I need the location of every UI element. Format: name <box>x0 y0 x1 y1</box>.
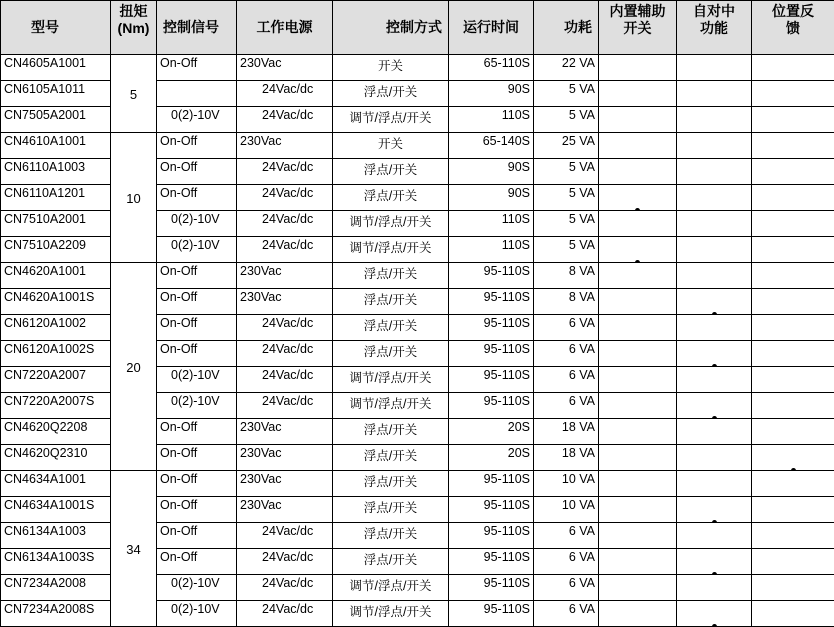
position-feedback-cell <box>752 497 834 523</box>
signal-cell: On-Off <box>157 315 237 341</box>
power-consumption-cell: 8 VA <box>534 263 599 289</box>
header-watt: 功耗 <box>534 1 599 55</box>
aux-switch-cell <box>599 107 677 133</box>
self-centering-cell <box>677 575 752 601</box>
self-centering-cell <box>677 159 752 185</box>
header-torque: 扭矩 (Nm) <box>111 1 157 55</box>
run-time-cell: 65-140S <box>449 133 534 159</box>
position-feedback-cell <box>752 159 834 185</box>
power-cell: 24Vac/dc <box>237 159 333 185</box>
power-consumption-cell: 25 VA <box>534 133 599 159</box>
self-centering-cell <box>677 81 752 107</box>
power-consumption-cell: 5 VA <box>534 185 599 211</box>
model-cell: CN7510A2001 <box>1 211 111 237</box>
control-mode-cell: 开关 <box>333 133 449 159</box>
header-model: 型号 <box>1 1 111 55</box>
self-centering-cell <box>677 237 752 263</box>
power-consumption-cell: 6 VA <box>534 341 599 367</box>
model-cell: CN6110A1201 <box>1 185 111 211</box>
model-cell: CN4620A1001S <box>1 289 111 315</box>
aux-switch-cell <box>599 367 677 393</box>
signal-cell <box>157 81 237 107</box>
self-centering-cell <box>677 549 752 575</box>
run-time-cell: 95-110S <box>449 315 534 341</box>
model-cell: CN7510A2209 <box>1 237 111 263</box>
signal-cell: On-Off <box>157 133 237 159</box>
self-centering-cell <box>677 341 752 367</box>
spec-table-body <box>1 55 834 627</box>
aux-switch-cell <box>599 393 677 419</box>
signal-cell: 0(2)-10V <box>157 601 237 627</box>
aux-switch-cell <box>599 55 677 81</box>
power-cell: 24Vac/dc <box>237 575 333 601</box>
aux-switch-cell <box>599 575 677 601</box>
power-consumption-cell: 8 VA <box>534 289 599 315</box>
control-mode-cell: 浮点/开关 <box>333 549 449 575</box>
control-mode-cell: 调节/浮点/开关 <box>333 237 449 263</box>
model-cell: CN6110A1003 <box>1 159 111 185</box>
self-centering-cell <box>677 55 752 81</box>
control-mode-cell: 调节/浮点/开关 <box>333 601 449 627</box>
signal-cell: On-Off <box>157 549 237 575</box>
position-feedback-cell <box>752 289 834 315</box>
power-cell: 24Vac/dc <box>237 601 333 627</box>
signal-cell: On-Off <box>157 471 237 497</box>
power-consumption-cell: 6 VA <box>534 367 599 393</box>
aux-switch-cell <box>599 159 677 185</box>
control-mode-cell: 浮点/开关 <box>333 419 449 445</box>
self-centering-cell <box>677 497 752 523</box>
power-cell: 24Vac/dc <box>237 211 333 237</box>
model-cell: CN7505A2001 <box>1 107 111 133</box>
control-mode-cell: 调节/浮点/开关 <box>333 393 449 419</box>
run-time-cell: 95-110S <box>449 367 534 393</box>
control-mode-cell: 浮点/开关 <box>333 523 449 549</box>
position-feedback-cell <box>752 185 834 211</box>
power-cell: 230Vac <box>237 133 333 159</box>
run-time-cell: 90S <box>449 81 534 107</box>
header-time: 运行时间 <box>449 1 534 55</box>
model-cell: CN4634A1001S <box>1 497 111 523</box>
power-cell: 24Vac/dc <box>237 549 333 575</box>
signal-cell: On-Off <box>157 497 237 523</box>
model-cell: CN6120A1002S <box>1 341 111 367</box>
position-feedback-cell <box>752 237 834 263</box>
power-consumption-cell: 5 VA <box>534 107 599 133</box>
run-time-cell: 90S <box>449 185 534 211</box>
control-mode-cell: 浮点/开关 <box>333 471 449 497</box>
position-feedback-cell <box>752 471 834 497</box>
model-cell: CN7220A2007S <box>1 393 111 419</box>
power-consumption-cell: 18 VA <box>534 419 599 445</box>
model-cell: CN4634A1001 <box>1 471 111 497</box>
header-row <box>1 1 834 55</box>
position-feedback-cell <box>752 445 834 471</box>
power-consumption-cell: 22 VA <box>534 55 599 81</box>
power-consumption-cell: 5 VA <box>534 81 599 107</box>
aux-switch-cell <box>599 523 677 549</box>
power-cell: 24Vac/dc <box>237 523 333 549</box>
model-cell: CN6134A1003 <box>1 523 111 549</box>
table-row <box>1 133 834 159</box>
header-self-centering: 自对中 功能 <box>677 1 752 55</box>
aux-switch-cell <box>599 185 677 211</box>
model-cell: CN6105A1011 <box>1 81 111 107</box>
position-feedback-cell <box>752 419 834 445</box>
aux-switch-cell <box>599 471 677 497</box>
control-mode-cell: 浮点/开关 <box>333 289 449 315</box>
self-centering-cell <box>677 601 752 627</box>
header-mode: 控制方式 <box>333 1 449 55</box>
model-cell: CN4605A1001 <box>1 55 111 81</box>
aux-switch-cell <box>599 419 677 445</box>
header-position-feedback: 位置反 馈 <box>752 1 834 55</box>
position-feedback-cell <box>752 55 834 81</box>
signal-cell: On-Off <box>157 185 237 211</box>
power-cell: 24Vac/dc <box>237 315 333 341</box>
torque-cell: 5 <box>111 55 157 133</box>
position-feedback-cell <box>752 549 834 575</box>
control-mode-cell: 浮点/开关 <box>333 341 449 367</box>
self-centering-cell <box>677 185 752 211</box>
self-centering-cell <box>677 263 752 289</box>
signal-cell: On-Off <box>157 289 237 315</box>
self-centering-cell <box>677 133 752 159</box>
power-consumption-cell: 10 VA <box>534 471 599 497</box>
self-centering-cell <box>677 315 752 341</box>
signal-cell: On-Off <box>157 159 237 185</box>
aux-switch-cell <box>599 237 677 263</box>
model-cell: CN4610A1001 <box>1 133 111 159</box>
torque-cell: 10 <box>111 133 157 263</box>
power-cell: 24Vac/dc <box>237 367 333 393</box>
model-cell: CN6134A1003S <box>1 549 111 575</box>
run-time-cell: 110S <box>449 211 534 237</box>
signal-cell: On-Off <box>157 419 237 445</box>
signal-cell: On-Off <box>157 445 237 471</box>
self-centering-cell <box>677 211 752 237</box>
run-time-cell: 95-110S <box>449 601 534 627</box>
power-consumption-cell: 5 VA <box>534 211 599 237</box>
self-centering-cell <box>677 289 752 315</box>
feature-dot-icon <box>712 624 717 627</box>
self-centering-cell <box>677 471 752 497</box>
run-time-cell: 95-110S <box>449 263 534 289</box>
self-centering-cell <box>677 107 752 133</box>
signal-cell: On-Off <box>157 55 237 81</box>
control-mode-cell: 浮点/开关 <box>333 81 449 107</box>
table-row <box>1 55 834 81</box>
control-mode-cell: 浮点/开关 <box>333 185 449 211</box>
control-mode-cell: 调节/浮点/开关 <box>333 575 449 601</box>
position-feedback-cell <box>752 315 834 341</box>
header-power: 工作电源 <box>237 1 333 55</box>
power-cell: 230Vac <box>237 263 333 289</box>
signal-cell: 0(2)-10V <box>157 367 237 393</box>
control-mode-cell: 浮点/开关 <box>333 263 449 289</box>
signal-cell: On-Off <box>157 263 237 289</box>
run-time-cell: 90S <box>449 159 534 185</box>
self-centering-cell <box>677 393 752 419</box>
aux-switch-cell <box>599 445 677 471</box>
model-cell: CN7220A2007 <box>1 367 111 393</box>
power-cell: 24Vac/dc <box>237 237 333 263</box>
header-signal: 控制信号 <box>157 1 237 55</box>
self-centering-cell <box>677 419 752 445</box>
position-feedback-cell <box>752 341 834 367</box>
aux-switch-cell <box>599 497 677 523</box>
position-feedback-cell <box>752 367 834 393</box>
position-feedback-cell <box>752 133 834 159</box>
power-consumption-cell: 6 VA <box>534 315 599 341</box>
table-row <box>1 263 834 289</box>
power-cell: 24Vac/dc <box>237 341 333 367</box>
control-mode-cell: 开关 <box>333 55 449 81</box>
run-time-cell: 95-110S <box>449 289 534 315</box>
signal-cell: 0(2)-10V <box>157 211 237 237</box>
self-centering-cell <box>677 367 752 393</box>
model-cell: CN7234A2008S <box>1 601 111 627</box>
power-cell: 230Vac <box>237 445 333 471</box>
power-consumption-cell: 6 VA <box>534 601 599 627</box>
aux-switch-cell <box>599 341 677 367</box>
signal-cell: 0(2)-10V <box>157 107 237 133</box>
power-cell: 24Vac/dc <box>237 393 333 419</box>
aux-switch-cell <box>599 81 677 107</box>
aux-switch-cell <box>599 263 677 289</box>
run-time-cell: 95-110S <box>449 393 534 419</box>
run-time-cell: 20S <box>449 419 534 445</box>
run-time-cell: 95-110S <box>449 497 534 523</box>
model-cell: CN6120A1002 <box>1 315 111 341</box>
power-consumption-cell: 5 VA <box>534 237 599 263</box>
run-time-cell: 95-110S <box>449 523 534 549</box>
model-cell: CN4620Q2310 <box>1 445 111 471</box>
aux-switch-cell <box>599 133 677 159</box>
position-feedback-cell <box>752 81 834 107</box>
power-consumption-cell: 10 VA <box>534 497 599 523</box>
aux-switch-cell <box>599 601 677 627</box>
position-feedback-cell <box>752 211 834 237</box>
run-time-cell: 110S <box>449 107 534 133</box>
control-mode-cell: 浮点/开关 <box>333 159 449 185</box>
run-time-cell: 95-110S <box>449 549 534 575</box>
power-consumption-cell: 6 VA <box>534 575 599 601</box>
control-mode-cell: 调节/浮点/开关 <box>333 367 449 393</box>
signal-cell: On-Off <box>157 523 237 549</box>
control-mode-cell: 浮点/开关 <box>333 497 449 523</box>
control-mode-cell: 浮点/开关 <box>333 445 449 471</box>
table-row <box>1 471 834 497</box>
aux-switch-cell <box>599 315 677 341</box>
run-time-cell: 20S <box>449 445 534 471</box>
power-cell: 230Vac <box>237 55 333 81</box>
model-cell: CN4620Q2208 <box>1 419 111 445</box>
power-cell: 24Vac/dc <box>237 81 333 107</box>
signal-cell: 0(2)-10V <box>157 393 237 419</box>
run-time-cell: 95-110S <box>449 471 534 497</box>
power-consumption-cell: 6 VA <box>534 523 599 549</box>
power-cell: 230Vac <box>237 419 333 445</box>
power-cell: 230Vac <box>237 289 333 315</box>
position-feedback-cell <box>752 523 834 549</box>
aux-switch-cell <box>599 549 677 575</box>
power-cell: 24Vac/dc <box>237 107 333 133</box>
control-mode-cell: 浮点/开关 <box>333 315 449 341</box>
self-centering-cell <box>677 523 752 549</box>
signal-cell: 0(2)-10V <box>157 237 237 263</box>
torque-cell: 20 <box>111 263 157 471</box>
position-feedback-cell <box>752 601 834 627</box>
power-consumption-cell: 6 VA <box>534 549 599 575</box>
position-feedback-cell <box>752 393 834 419</box>
header-aux-switch: 内置辅助 开关 <box>599 1 677 55</box>
power-cell: 230Vac <box>237 471 333 497</box>
power-cell: 230Vac <box>237 497 333 523</box>
self-centering-cell <box>677 445 752 471</box>
power-consumption-cell: 5 VA <box>534 159 599 185</box>
control-mode-cell: 调节/浮点/开关 <box>333 107 449 133</box>
torque-cell: 34 <box>111 471 157 627</box>
run-time-cell: 65-110S <box>449 55 534 81</box>
power-consumption-cell: 18 VA <box>534 445 599 471</box>
position-feedback-cell <box>752 263 834 289</box>
model-cell: CN7234A2008 <box>1 575 111 601</box>
position-feedback-cell <box>752 107 834 133</box>
signal-cell: On-Off <box>157 341 237 367</box>
model-cell: CN4620A1001 <box>1 263 111 289</box>
aux-switch-cell <box>599 211 677 237</box>
signal-cell: 0(2)-10V <box>157 575 237 601</box>
position-feedback-cell <box>752 575 834 601</box>
power-cell: 24Vac/dc <box>237 185 333 211</box>
run-time-cell: 110S <box>449 237 534 263</box>
control-mode-cell: 调节/浮点/开关 <box>333 211 449 237</box>
power-consumption-cell: 6 VA <box>534 393 599 419</box>
run-time-cell: 95-110S <box>449 341 534 367</box>
run-time-cell: 95-110S <box>449 575 534 601</box>
aux-switch-cell <box>599 289 677 315</box>
